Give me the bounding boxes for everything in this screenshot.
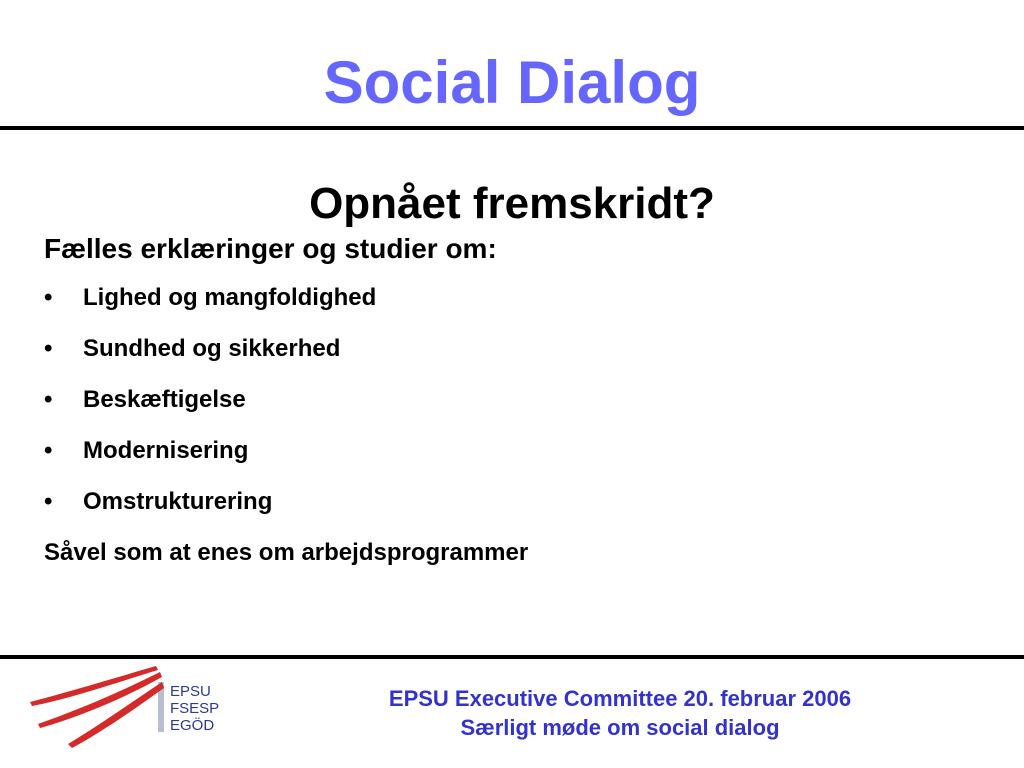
logo-text-line-3: EGÖD <box>170 717 215 734</box>
bullet-icon: • <box>44 386 53 413</box>
logo-text-line-2: FSESP <box>170 700 220 717</box>
bullet-icon: • <box>44 437 53 464</box>
list-item <box>44 384 376 435</box>
logo-text-line-1: EPSU <box>170 683 211 700</box>
bullet-icon: • <box>44 335 53 362</box>
list-item-label: Beskæftigelse <box>83 386 246 413</box>
bottom-divider <box>0 655 1024 659</box>
list-item <box>44 435 376 486</box>
list-item <box>44 282 376 333</box>
closing-text: Såvel som at enes om arbejdsprogrammer <box>44 539 529 566</box>
slide-title: Social Dialog <box>323 49 701 116</box>
bullet-list <box>44 282 376 537</box>
footer-line-2: Særligt møde om social dialog <box>460 715 780 740</box>
list-item-label: Modernisering <box>83 437 249 464</box>
bullet-icon: • <box>44 284 53 311</box>
list-item-label: Lighed og mangfoldighed <box>83 284 377 311</box>
list-item-label: Sundhed og sikkerhed <box>83 335 341 362</box>
footer-line-1: EPSU Executive Committee 20. februar 2006 <box>388 686 852 711</box>
intro-text: Fælles erklæringer og studier om: <box>44 233 497 264</box>
bullet-icon: • <box>44 488 53 515</box>
epsu-logo <box>28 662 228 752</box>
list-item <box>44 486 376 537</box>
slide-subtitle: Opnået fremskridt? <box>309 179 715 228</box>
list-item-label: Omstrukturering <box>83 488 273 515</box>
list-item <box>44 333 376 384</box>
top-divider <box>0 126 1024 130</box>
footer <box>300 684 940 742</box>
